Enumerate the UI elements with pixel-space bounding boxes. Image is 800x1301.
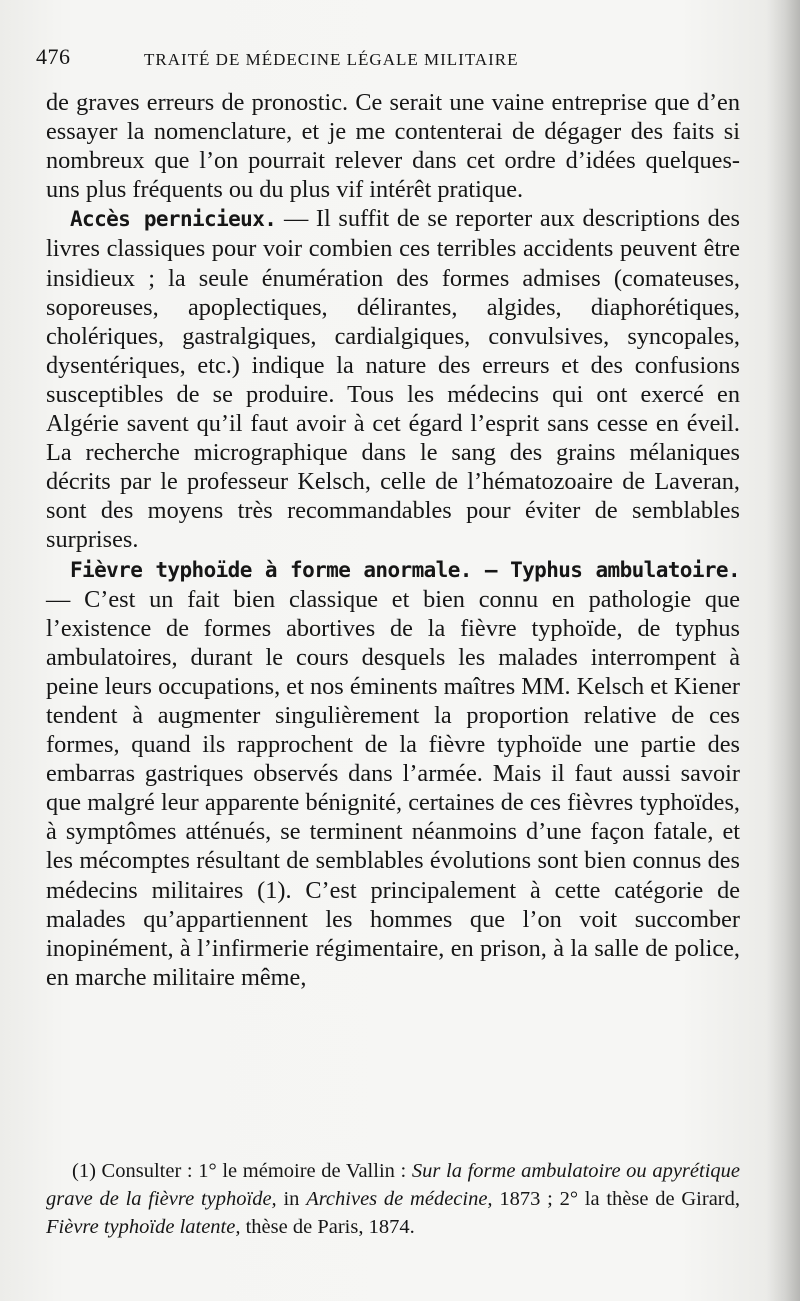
- footnote-text: 1873 ; 2° la thèse de Girard,: [492, 1188, 740, 1210]
- footnotes: [46, 1157, 740, 1241]
- section-heading-fievre-typhoide: Fièvre typhoïde à forme anormale. — Typhus ambulatoire.: [70, 557, 740, 582]
- footnote-lead: (1) Consulter : 1° le mémoire de Vallin :: [72, 1160, 412, 1182]
- paragraph-continued: de graves erreurs de pronostic. Ce serait une vaine entreprise que d’en essayer la nomenclature, et je me contenterai de dégager des faits si nombreux que l’on pourrait relever dans cet ordre d’idées quelques-uns plus fréquents ou du plus vif intérêt pratique.: [46, 89, 740, 204]
- footnote-title-vallin: Sur la forme ambulatoire ou apyrétique grave de la fièvre typhoïde,: [46, 1160, 740, 1210]
- footnote-text: thèse de Paris, 1874.: [240, 1216, 415, 1238]
- footnote-text: in: [276, 1188, 307, 1210]
- footnote-1: [46, 1157, 740, 1241]
- paragraph-fievre-typhoide: [46, 555, 740, 992]
- paragraph-text-acces-pernicieux: — Il suffit de se reporter aux descriptions des livres classiques pour voir combien ces terribles accidents peuvent être insidieux ; la seule énumération des formes admises (comateuses, soporeuses, apoplectiques, délirantes, algides, diaphorétiques, cholériques, gastralgiques, cardialgiques, convulsives, syncopales, dysentériques, etc.) indique la nature des erreurs et des confusions susceptibles de se produire. Tous les médecins qui ont exercé en Algérie savent qu’il faut avoir à cet égard l’esprit sans cesse en éveil. La recherche micrographique dans le sang des grains mélaniques décrits par le professeur Kelsch, celle de l’hématozoaire de Laveran, sont des moyens très recommandables pour éviter de semblables surprises.: [46, 205, 741, 554]
- page-gutter-shadow: [766, 0, 800, 1301]
- paragraph-text-fievre-typhoide: — C’est un fait bien classique et bien connu en pathologie que l’existence de formes abortives de la fièvre typhoïde, de typhus ambulatoires, durant le cours desquels les malades interrompent à peine leurs occupations, et nos éminents maîtres MM. Kelsch et Kiener tendent à augmenter singulièrement la proportion relative de ces formes, quand ils rapprochent de la fièvre typhoïde une partie des embarras gastriques observés dans l’armée. Mais il faut aussi savoir que malgré leur apparente bénignité, certaines de ces fièvres typhoïdes, à symptômes atténués, se terminent néanmoins d’une façon fatale, et les mécomptes résultant de semblables évolutions sont bien connus des médecins militaires (1). C’est principalement à cette catégorie de malades qu’appartiennent les hommes que l’on voit succomber inopinément, à l’infirmerie régimentaire, en prison, à la salle de police, en marche militaire même,: [46, 585, 740, 991]
- body-text: [46, 88, 740, 992]
- page-number: 476: [36, 44, 71, 69]
- footnote-title-girard: Fièvre typhoïde latente,: [46, 1216, 241, 1238]
- section-heading-acces-pernicieux: Accès pernicieux.: [70, 207, 277, 232]
- paragraph-acces-pernicieux: [46, 204, 740, 554]
- running-title: TRAITÉ DE MÉDECINE LÉGALE MILITAIRE: [144, 50, 519, 69]
- footnote-journal: Archives de médecine,: [306, 1188, 493, 1210]
